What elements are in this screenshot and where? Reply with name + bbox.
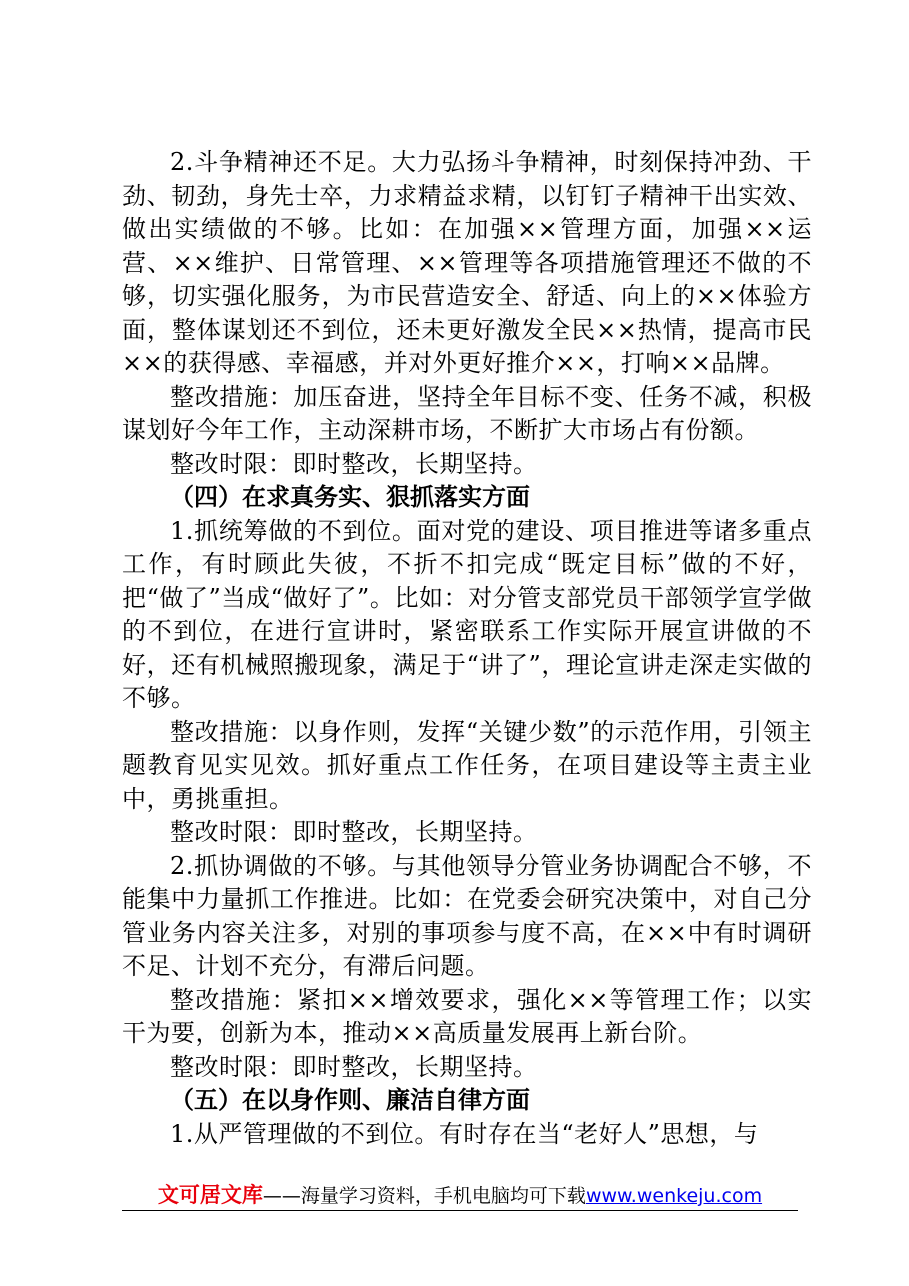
- footer-site-link[interactable]: www.wenkeju.com: [585, 1185, 763, 1207]
- section-heading-five: （五）在以身作则、廉洁自律方面: [170, 1086, 530, 1114]
- page-footer: [122, 1180, 798, 1211]
- document-body: [122, 146, 812, 1151]
- footer-divider: [122, 1210, 798, 1211]
- paragraph-strict-management: 1.从严管理做的不到位。有时存在当“老好人”思想，与: [170, 1119, 759, 1148]
- paragraph-rectification-measures: 整改措施：紧扣××增效要求，强化××等管理工作；以实干为要，创新为本，推动××高质量发展再上新台阶。: [122, 985, 812, 1047]
- paragraph-coordination: 2.抓协调做的不够。与其他领导分管业务协调配合不够，不能集中力量抓工作推进。比如：在党委会研究决策中，对自己分管业务内容关注多，对别的事项参与度不高，在××中有时调研不足、计划不充分，有滞后问题。: [122, 851, 812, 980]
- paragraph-rectification-deadline: 整改时限：即时整改，长期坚持。: [170, 818, 538, 846]
- paragraph-rectification-measures: 整改措施：以身作则，发挥“关键少数”的示范作用，引领主题教育见实见效。抓好重点工作任务，在项目建设等主责主业中，勇挑重担。: [122, 717, 812, 813]
- footer-brand: 文可居文库: [157, 1183, 263, 1207]
- paragraph-overall-planning: 1.抓统筹做的不到位。面对党的建设、项目推进等诸多重点工作，有时顾此失彼，不折不扣完成“既定目标”做的不好，把“做了”当成“做好了”。比如：对分管支部党员干部领学宣学做的不到位，在进行宣讲时，紧密联系工作实际开展宣讲做的不好，还有机械照搬现象，满足于“讲了”，理论宣讲走深走实做的不够。: [122, 516, 812, 712]
- paragraph-struggle-spirit: 2.斗争精神还不足。大力弘扬斗争精神，时刻保持冲劲、干劲、韧劲，身先士卒，力求精益求精，以钉钉子精神干出实效、做出实绩做的不够。比如：在加强××管理方面，加强××运营、××维护、日常管理、××管理等各项措施管理还不做的不够，切实强化服务，为市民营造安全、舒适、向上的××体验方面，整体谋划还不到位，还未更好激发全民××热情，提高市民××的获得感、幸福感，并对外更好推介××，打响××品牌。: [122, 148, 812, 377]
- paragraph-rectification-deadline: 整改时限：即时整改，长期坚持。: [170, 1052, 538, 1081]
- footer-slogan: ——海量学习资料，手机电脑均可下载: [262, 1185, 586, 1207]
- paragraph-rectification-measures: 整改措施：加压奋进，坚持全年目标不变、任务不减，积极谋划好今年工作，主动深耕市场，不断扩大市场占有份额。: [122, 382, 812, 444]
- paragraph-rectification-deadline: 整改时限：即时整改，长期坚持。: [170, 449, 538, 478]
- section-heading-four: （四）在求真务实、狠抓落实方面: [170, 483, 530, 511]
